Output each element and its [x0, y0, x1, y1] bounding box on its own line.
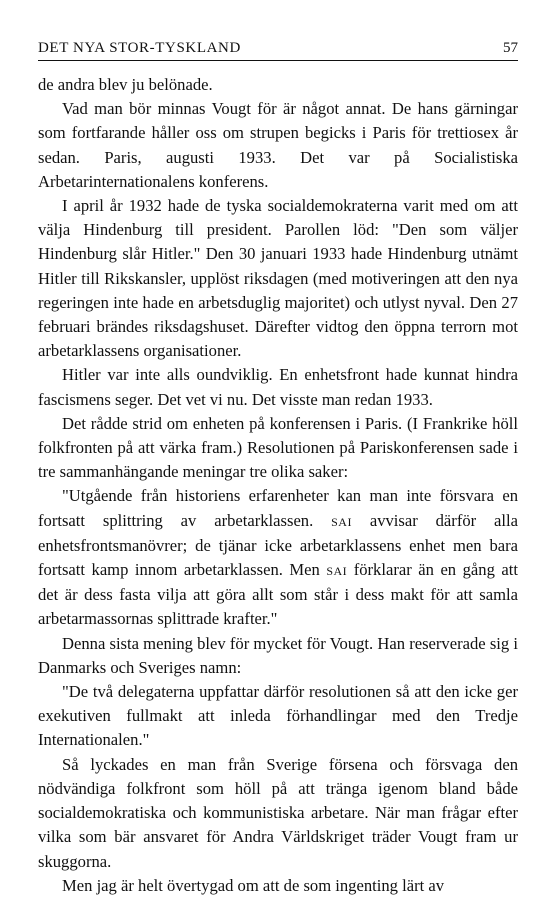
paragraph-vougt: Vad man bör minnas Vougt för är något annat. De hans gärningar som fortfarande håller oss om strupen begicks i Paris för trettiosex år sedan. Paris, augusti 1933. Det var på Socialistiska Arbetarinternationalens konferens. — [38, 99, 518, 191]
page-number: 57 — [503, 40, 518, 56]
abbreviation-sai: SAI — [331, 514, 352, 529]
quote-resolution — [38, 484, 518, 631]
paragraph-hindenburg: I april år 1932 hade de tyska socialdemokraterna varit med om att välja Hindenburg till president. Parollen löd: "Den som väljer Hindenburg slår Hitler." Den 30 januari 1933 hade Hindenburg utnämt Hitler till Rikskansler, upplöst riksdagen (med motiveringen att den nya regeringen inte hade en arbetsduglig majoritet) och utlyst nyval. Den 27 februari brändes riksdagshuset. Därefter vidtog den öppna terrorn mot arbetarklassens organisationer. — [38, 196, 518, 361]
book-page — [38, 40, 518, 898]
paragraph-final: Men jag är helt övertygad om att de som ingenting lärt av — [62, 875, 445, 895]
paragraph-folkfront: Så lyckades en man från Sverige försena och försvaga den nödvändiga folkfront som höll på att tränga igenom bland både socialdemokratiska och kommunistiska arbetare. När man frågar efter vilka som bär ansvaret för Andra Världskriget träder Vougt fram ur skuggorna. — [38, 754, 518, 871]
running-header — [38, 40, 518, 61]
paragraph-hitler: Hitler var inte alls oundviklig. En enhetsfront hade kunnat hindra fascismens seger. Det vet vi nu. Det visste man redan 1933. — [38, 365, 518, 409]
quote-delegates: "De två delegaterna uppfattar därför resolutionen så att den icke ger exekutiven fullmakt att inleda förhandlingar med den Tredje Internationalen." — [38, 682, 518, 750]
body-text — [38, 73, 518, 898]
running-title: DET NYA STOR-TYSKLAND — [38, 40, 241, 56]
quote-text: avvisar därför alla enhetsfrontsmanövrer; de tjänar icke arbetarklassens enhet men bara fortsatt kamp innom arbetarklassen. Men — [38, 510, 518, 580]
abbreviation-sai: SAI — [326, 564, 348, 579]
paragraph-conference: Det rådde strid om enheten på konferensen i Paris. (I Frankrike höll folkfronten på att värka fram.) Resolutionen på Pariskonferensen sade i tre sammanhängande meningar tre olika saker: — [38, 413, 518, 482]
quote-text: förklarar än en gång att det är dess fasta vilja att göra allt som står i dess makt för att samla arbetarmassornas splittrade krafter." — [38, 560, 518, 629]
paragraph-continued: de andra blev ju belönade. — [38, 75, 213, 94]
paragraph-reservation: Denna sista mening blev för mycket för Vougt. Han reserverade sig i Danmarks och Sveriges namn: — [38, 633, 518, 677]
quote-text: "Utgående från historiens erfarenheter kan man inte försvara en fortsatt splittring av arbetarklassen. — [38, 486, 518, 530]
